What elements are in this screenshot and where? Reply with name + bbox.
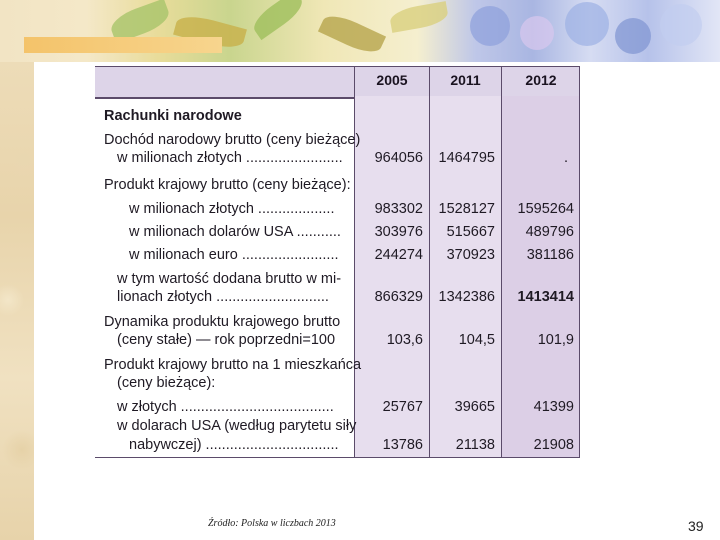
header-year-2012: 2012 — [525, 72, 557, 88]
cell-value: 303976 — [374, 224, 423, 240]
cell-value: . — [563, 150, 568, 166]
statistics-table — [88, 62, 582, 459]
cell-value: 515667 — [446, 224, 495, 240]
page-number: 39 — [688, 518, 704, 534]
cell-value: 244274 — [374, 247, 423, 263]
cell-value: 1464795 — [438, 150, 495, 166]
row-label: w złotych ...................................... — [117, 399, 334, 415]
accent-bar — [24, 37, 222, 53]
row-label: Dynamika produktu krajowego brutto — [104, 314, 341, 330]
row-label: (ceny stałe) — rok poprzedni=100 — [117, 332, 336, 348]
cell-value: 41399 — [533, 399, 574, 415]
cell-value: 13786 — [382, 437, 423, 453]
row-label: Rachunki narodowe — [104, 108, 242, 124]
row-label: nabywczej) ................................. — [129, 437, 339, 453]
cell-value: 104,5 — [458, 332, 495, 348]
cell-value: 39665 — [454, 399, 495, 415]
row-label: w milionach złotych ................... — [129, 201, 335, 217]
row-label: w milionach złotych ........................ — [117, 150, 343, 166]
cell-value: 1595264 — [517, 201, 574, 217]
cell-value: 103,6 — [386, 332, 423, 348]
row-label: Produkt krajowy brutto na 1 mieszkańca — [104, 357, 362, 373]
row-label: w milionach dolarów USA ........... — [129, 224, 341, 240]
cell-value: 1528127 — [438, 201, 495, 217]
row-label: Dochód narodowy brutto (ceny bieżące) — [104, 132, 361, 148]
cell-value: 101,9 — [537, 332, 574, 348]
header-year-2005: 2005 — [376, 72, 408, 88]
cell-value: 370923 — [446, 247, 495, 263]
table-bottom-rule — [95, 457, 580, 458]
cell-value: 1413414 — [517, 289, 574, 305]
parchment-strip — [0, 0, 34, 540]
row-label: w milionach euro ........................ — [129, 247, 339, 263]
column-divider — [579, 66, 580, 458]
row-label: w dolarach USA (według parytetu siły — [117, 418, 357, 434]
cell-value: 489796 — [525, 224, 574, 240]
row-label: w tym wartość dodana brutto w mi- — [117, 271, 342, 287]
cell-value: 866329 — [374, 289, 423, 305]
row-label: Produkt krajowy brutto (ceny bieżące): — [104, 177, 351, 193]
cell-value: 21908 — [533, 437, 574, 453]
cell-value: 964056 — [374, 150, 423, 166]
cell-value: 1342386 — [438, 289, 495, 305]
cell-value: 25767 — [382, 399, 423, 415]
row-label: (ceny bieżące): — [117, 375, 216, 391]
cell-value: 21138 — [455, 437, 495, 453]
row-label: lionach złotych ............................ — [117, 289, 329, 305]
source-caption: Źródło: Polska w liczbach 2013 — [208, 518, 336, 529]
cell-value: 381186 — [526, 247, 574, 263]
header-year-2011: 2011 — [450, 72, 481, 88]
cell-value: 983302 — [374, 201, 423, 217]
